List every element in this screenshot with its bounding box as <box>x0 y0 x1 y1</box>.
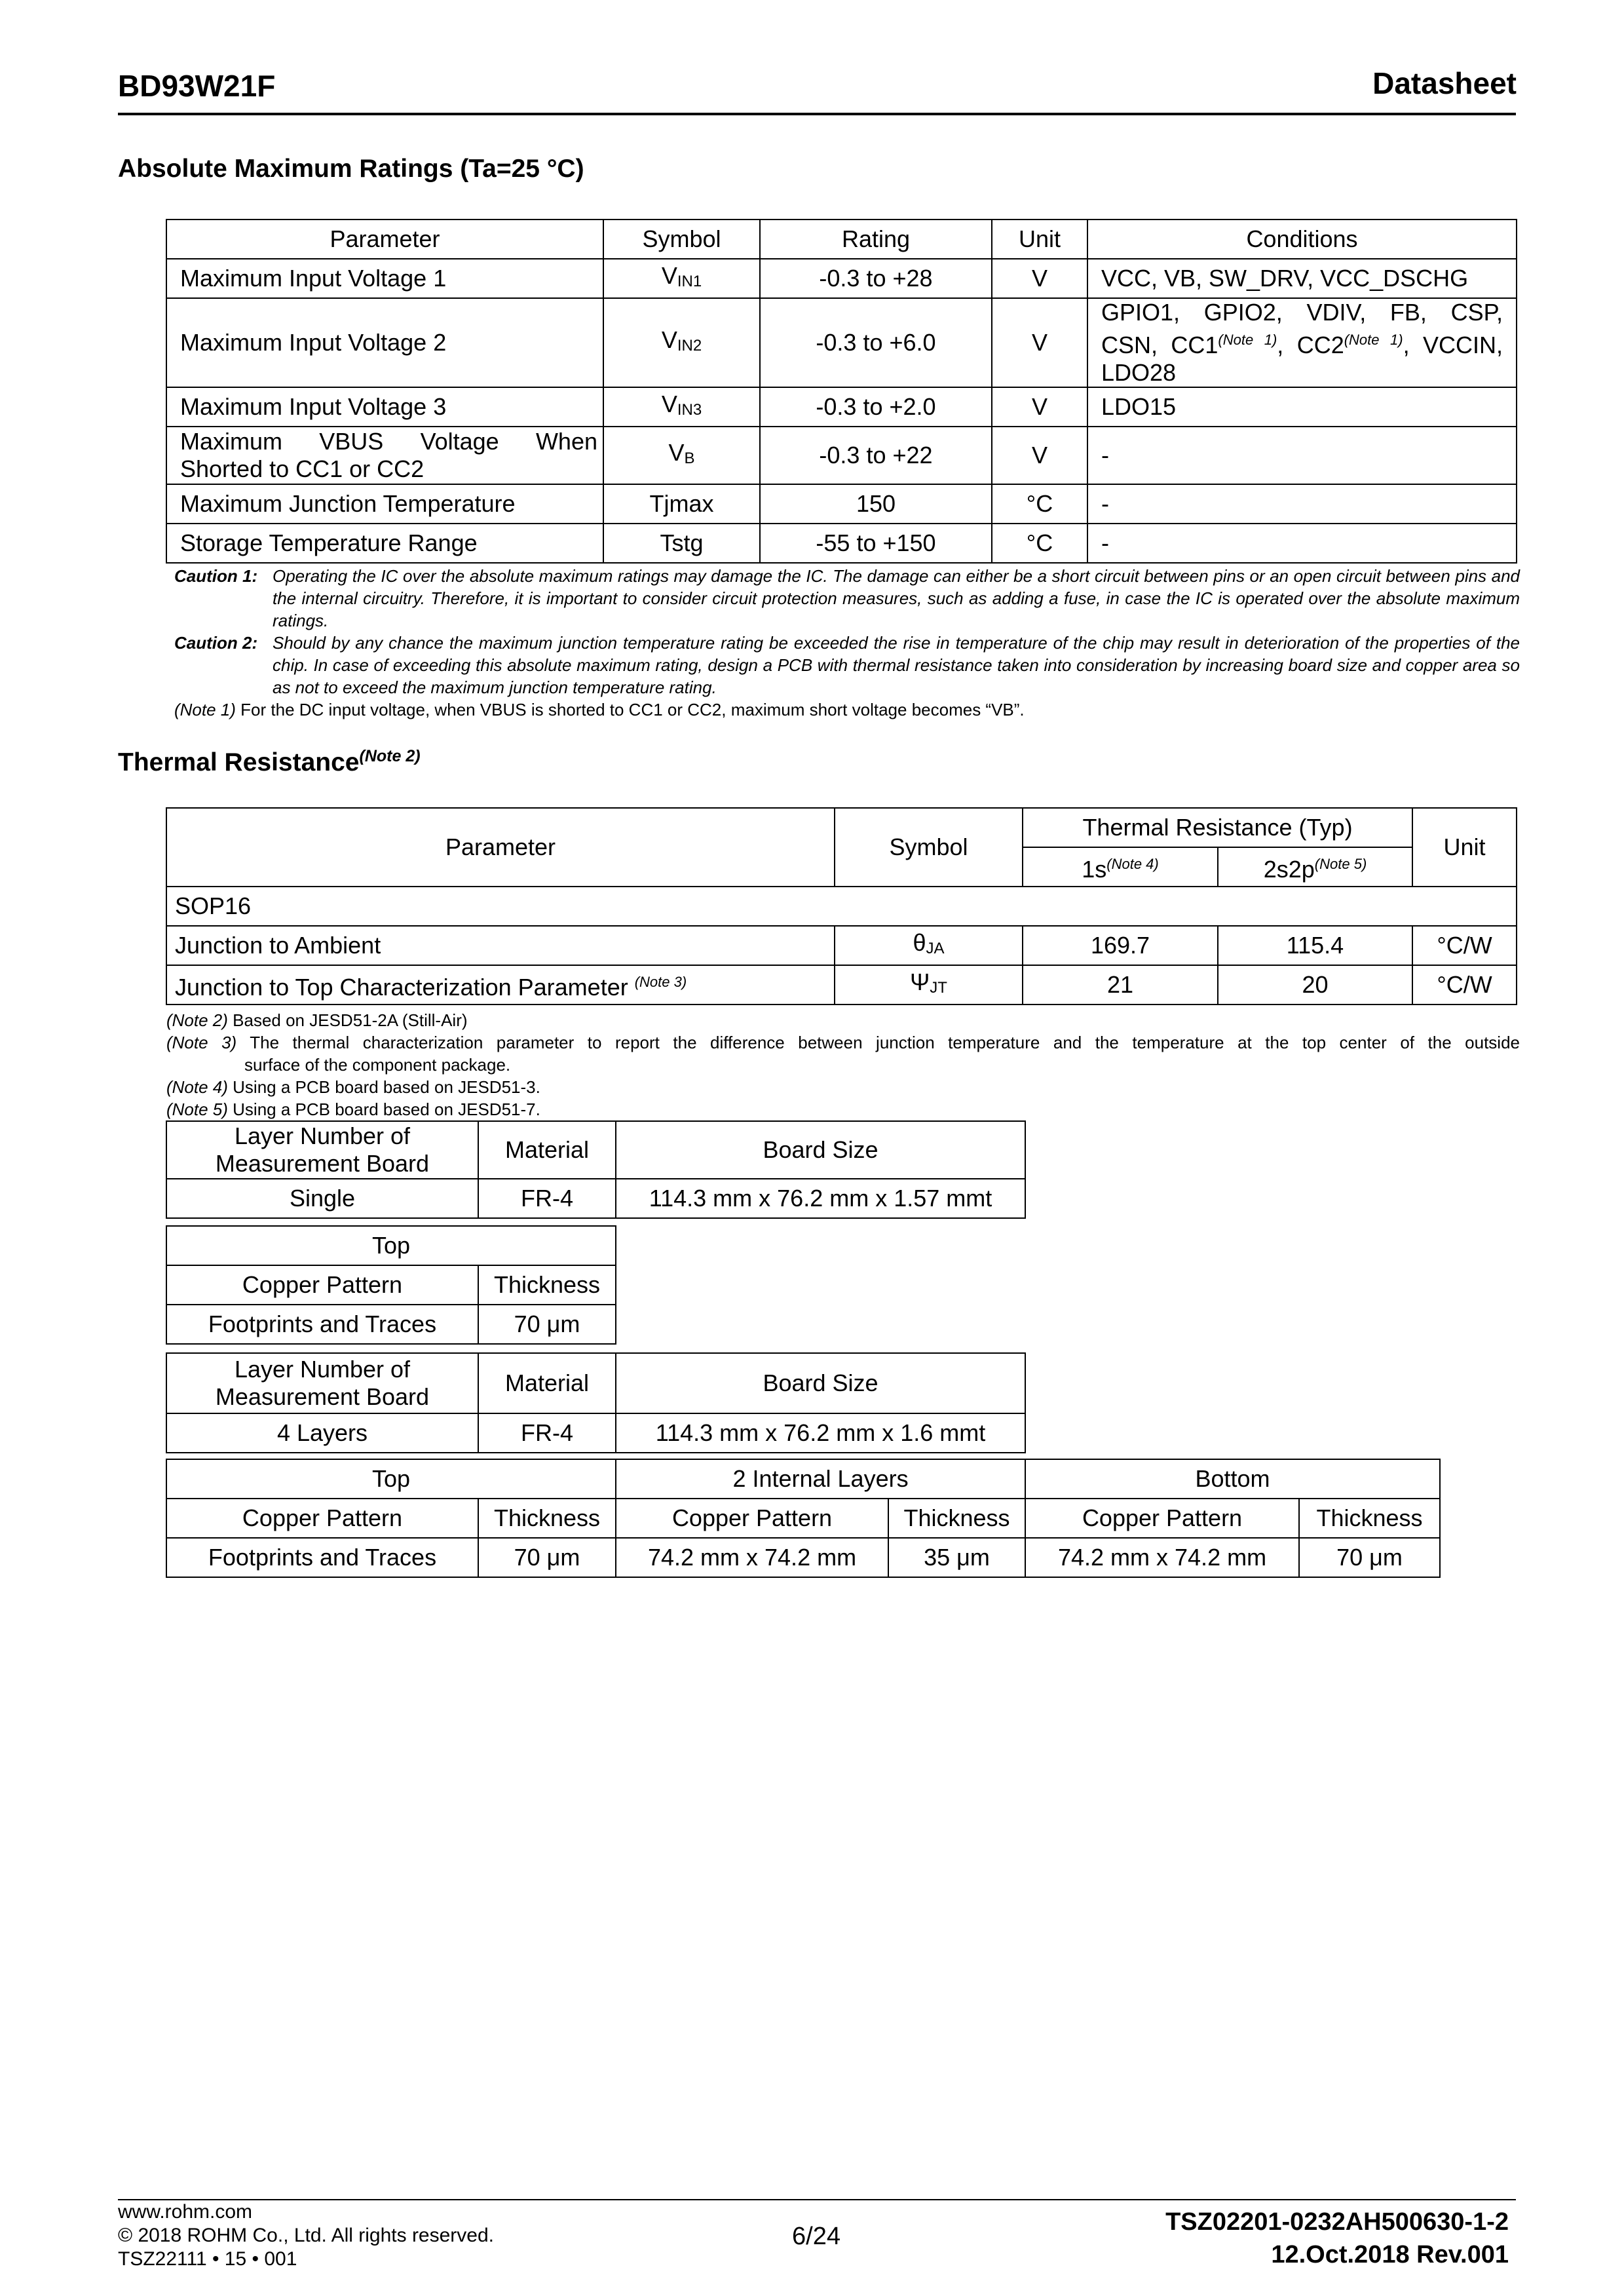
amr-symbol: Tjmax <box>603 484 760 524</box>
amr-rating: -0.3 to +2.0 <box>760 387 992 427</box>
amr-h-symbol: Symbol <box>603 220 760 259</box>
board-material: FR-4 <box>478 1413 616 1453</box>
table-row <box>166 298 1517 387</box>
copper-internal-pattern: 74.2 mm x 74.2 mm <box>616 1538 888 1577</box>
header-doc-type: Datasheet <box>1372 66 1517 100</box>
amr-conditions: - <box>1087 484 1517 524</box>
amr-h-parameter: Parameter <box>166 220 603 259</box>
thermal-h-parameter: Parameter <box>166 808 835 887</box>
table-row <box>166 387 1517 427</box>
amr-conditions: - <box>1087 427 1517 484</box>
note-2: (Note 2) Based on JESD51-2A (Still-Air) <box>166 1010 468 1030</box>
copper-h-top: Top <box>166 1226 616 1265</box>
board-h-material: Material <box>478 1353 616 1413</box>
amr-rating: 150 <box>760 484 992 524</box>
copper-bottom-pattern: 74.2 mm x 74.2 mm <box>1025 1538 1299 1577</box>
board-table-4layer <box>166 1352 1026 1453</box>
table-row <box>166 1538 1440 1577</box>
copper-h-pattern: Copper Pattern <box>1025 1499 1299 1538</box>
thermal-2s2p-value: 20 <box>1218 965 1412 1004</box>
amr-param: Maximum Input Voltage 2 <box>166 298 603 387</box>
copper-h-bottom: Bottom <box>1025 1459 1440 1499</box>
header-model: BD93W21F <box>118 69 276 103</box>
caution-1: Caution 1: Operating the IC over the absolute maximum ratings may damage the IC. The damage can either be a short circuit between pins or an open circuit between pins and the internal circuitry. Therefore, it is important to consider circuit protection measures, such as adding a fuse, in case the IC is operated over the absolute maximum ratings. <box>174 566 1520 630</box>
amr-title: Absolute Maximum Ratings (Ta=25 °C) <box>118 155 584 183</box>
table-header-row <box>166 1459 1440 1499</box>
thermal-2s2p-value: 115.4 <box>1218 926 1412 965</box>
table-header-row <box>166 1121 1025 1179</box>
copper-top-thickness: 70 μm <box>478 1538 616 1577</box>
board-h-size: Board Size <box>616 1121 1025 1179</box>
thermal-unit: °C/W <box>1412 965 1517 1004</box>
table-header-row <box>166 1499 1440 1538</box>
table-row <box>166 926 1517 965</box>
thermal-symbol: $\Psi_{JT}$ <box>835 965 1023 1004</box>
amr-param: Storage Temperature Range <box>166 524 603 563</box>
footer-left <box>118 2200 494 2271</box>
table-row <box>166 259 1517 298</box>
amr-conditions: LDO15 <box>1087 387 1517 427</box>
amr-table <box>166 219 1517 564</box>
copper-table-4layer <box>166 1459 1441 1578</box>
note-5: (Note 5) Using a PCB board based on JESD51-7. <box>166 1100 540 1119</box>
table-row <box>166 887 1517 926</box>
footer-copyright: © 2018 ROHM Co., Ltd. All rights reserved. <box>118 2225 494 2246</box>
footer-doc-number: TSZ02201-0232AH500630-1-2 <box>1165 2208 1509 2236</box>
thermal-h-symbol: Symbol <box>835 808 1023 887</box>
copper-h-thickness: Thickness <box>1299 1499 1440 1538</box>
amr-unit: V <box>992 298 1087 387</box>
footer-page-number: 6/24 <box>792 2223 840 2250</box>
caution-2: Caution 2: Should by any chance the maximum junction temperature rating be exceeded the rise in temperature of the chip may result in deterioration of the properties of the chip. In case of exceeding this absolute maximum rating, design a PCB with thermal resistance taken into consideration by increasing board size and copper area so as not to exceed the maximum junction temperature rating. <box>174 633 1520 697</box>
board-table-single <box>166 1120 1026 1219</box>
copper-h-thickness: Thickness <box>888 1499 1025 1538</box>
thermal-1s-value: 169.7 <box>1023 926 1218 965</box>
amr-unit: °C <box>992 524 1087 563</box>
thermal-unit: °C/W <box>1412 926 1517 965</box>
thermal-h-1s: $1s^{(Note 4)}$ <box>1023 847 1218 887</box>
amr-unit: V <box>992 387 1087 427</box>
table-row <box>166 484 1517 524</box>
table-header-row <box>166 1265 616 1305</box>
board-h-material: Material <box>478 1121 616 1179</box>
thermal-1s-value: 21 <box>1023 965 1218 1004</box>
note-3: (Note 3) The thermal characterization parameter to report the difference between junction temperature and the temperature at the top center of the outside <box>166 1033 1520 1052</box>
footer-right <box>1165 2206 1509 2271</box>
amr-unit: V <box>992 427 1087 484</box>
copper-internal-thickness: 35 μm <box>888 1538 1025 1577</box>
amr-unit: °C <box>992 484 1087 524</box>
copper-thickness: 70 μm <box>478 1305 616 1344</box>
table-row <box>166 1305 616 1344</box>
table-row <box>166 1179 1025 1218</box>
board-layer: Single <box>166 1179 478 1218</box>
board-h-layer: Layer Number of Measurement Board <box>166 1353 478 1413</box>
copper-h-thickness: Thickness <box>478 1499 616 1538</box>
board-h-layer: Layer Number of Measurement Board <box>166 1121 478 1179</box>
thermal-param: Junction to Ambient <box>166 926 835 965</box>
copper-h-top: Top <box>166 1459 616 1499</box>
amr-rating: -0.3 to +22 <box>760 427 992 484</box>
note-3-continued: surface of the component package. <box>244 1055 511 1075</box>
thermal-symbol: $\theta_{JA}$ <box>835 926 1023 965</box>
table-row <box>166 524 1517 563</box>
amr-conditions: - <box>1087 524 1517 563</box>
amr-conditions: VCC, VB, SW_DRV, VCC_DSCHG <box>1087 259 1517 298</box>
copper-table-single <box>166 1225 616 1345</box>
amr-rating: -0.3 to +6.0 <box>760 298 992 387</box>
header-divider <box>118 113 1516 115</box>
amr-rating: -55 to +150 <box>760 524 992 563</box>
footer-code: TSZ22111 • 15 • 001 <box>118 2248 297 2270</box>
copper-pattern: Footprints and Traces <box>166 1305 478 1344</box>
thermal-table <box>166 807 1517 1005</box>
copper-top-pattern: Footprints and Traces <box>166 1538 478 1577</box>
board-size: 114.3 mm x 76.2 mm x 1.6 mmt <box>616 1413 1025 1453</box>
amr-conditions: GPIO1, GPIO2, VDIV, FB, CSP, CSN, $CC1^{(Note 1)}$, $CC2^{(Note 1)}$, VCCIN, LDO28 <box>1087 298 1517 387</box>
thermal-h-2s2p: $2s2p^{(Note 5)}$ <box>1218 847 1412 887</box>
footer-url[interactable]: www.rohm.com <box>118 2201 253 2223</box>
table-header-row <box>166 1353 1025 1413</box>
table-row <box>166 965 1517 1004</box>
table-header-row <box>166 808 1517 847</box>
amr-param: Maximum VBUS Voltage When Shorted to CC1 or CC2 <box>166 427 603 484</box>
table-row <box>166 427 1517 484</box>
copper-h-pattern: Copper Pattern <box>616 1499 888 1538</box>
note-4: (Note 4) Using a PCB board based on JESD51-3. <box>166 1077 540 1097</box>
amr-cautions <box>174 565 1520 721</box>
table-row <box>166 1413 1025 1453</box>
board-material: FR-4 <box>478 1179 616 1218</box>
amr-h-conditions: Conditions <box>1087 220 1517 259</box>
amr-symbol: $V_{IN1}$ <box>603 259 760 298</box>
board-size: 114.3 mm x 76.2 mm x 1.57 mmt <box>616 1179 1025 1218</box>
amr-rating: -0.3 to +28 <box>760 259 992 298</box>
copper-h-pattern: Copper Pattern <box>166 1265 478 1305</box>
table-header-row <box>166 1226 616 1265</box>
amr-symbol: Tstg <box>603 524 760 563</box>
thermal-h-unit: Unit <box>1412 808 1517 887</box>
board-h-size: Board Size <box>616 1353 1025 1413</box>
board-layer: 4 Layers <box>166 1413 478 1453</box>
amr-unit: V <box>992 259 1087 298</box>
amr-symbol: $V_B$ <box>603 427 760 484</box>
thermal-package: SOP16 <box>166 887 1517 926</box>
amr-param: Maximum Input Voltage 3 <box>166 387 603 427</box>
thermal-param: Junction to Top Characterization Parameter $^{(Note 3)}$ <box>166 965 835 1004</box>
copper-h-internal: 2 Internal Layers <box>616 1459 1025 1499</box>
thermal-notes <box>166 1009 1520 1120</box>
thermal-h-group: Thermal Resistance (Typ) <box>1023 808 1412 847</box>
copper-bottom-thickness: 70 μm <box>1299 1538 1440 1577</box>
amr-symbol: $V_{IN2}$ <box>603 298 760 387</box>
table-header-row <box>166 220 1517 259</box>
amr-symbol: $V_{IN3}$ <box>603 387 760 427</box>
note-1: (Note 1) For the DC input voltage, when VBUS is shorted to CC1 or CC2, maximum short voltage becomes “VB”. <box>174 700 1025 719</box>
copper-h-thickness: Thickness <box>478 1265 616 1305</box>
amr-param: Maximum Junction Temperature <box>166 484 603 524</box>
amr-h-rating: Rating <box>760 220 992 259</box>
footer-date-rev: 12.Oct.2018 Rev.001 <box>1271 2241 1509 2268</box>
amr-param: Maximum Input Voltage 1 <box>166 259 603 298</box>
thermal-title: Thermal Resistance$^{(Note 2)}$ <box>118 747 421 776</box>
amr-h-unit: Unit <box>992 220 1087 259</box>
copper-h-pattern: Copper Pattern <box>166 1499 478 1538</box>
